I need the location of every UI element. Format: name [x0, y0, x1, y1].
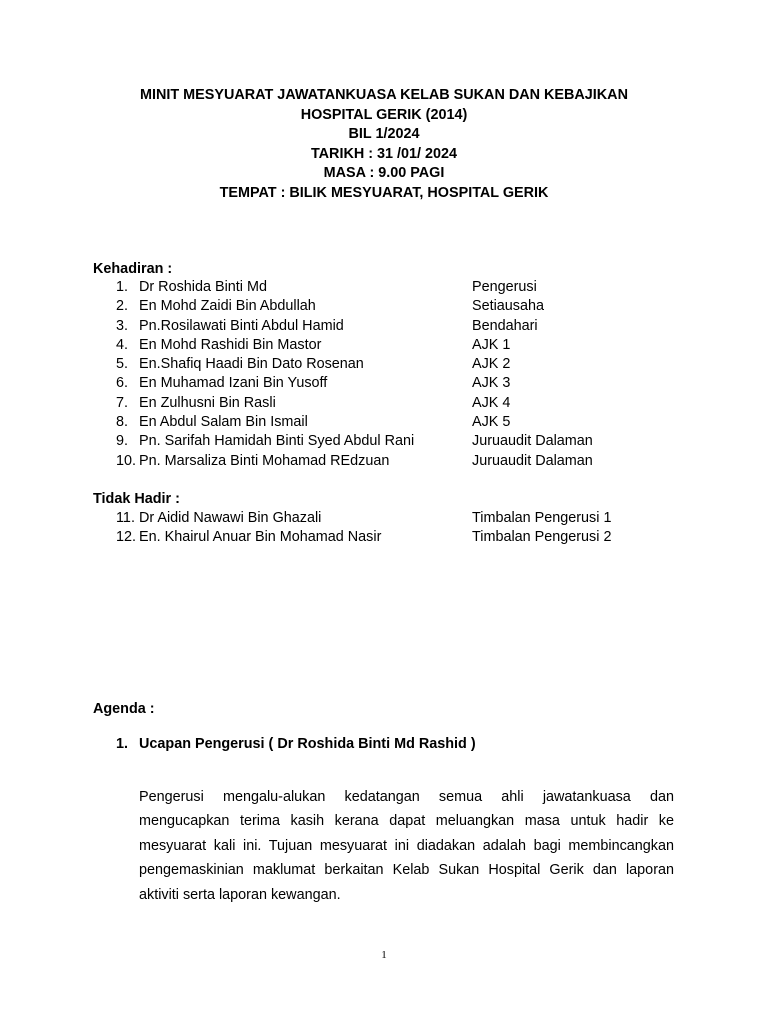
member-role: AJK 2 — [472, 356, 511, 373]
member-name: Dr Aidid Nawawi Bin Ghazali — [139, 510, 322, 526]
attendance-row — [0, 374, 768, 393]
member-name: Pn. Sarifah Hamidah Binti Syed Abdul Rani — [139, 433, 415, 450]
header-organization: HOSPITAL GERIK (2014) — [300, 106, 468, 123]
header-time: MASA : 9.00 PAGI — [323, 165, 445, 182]
member-name: En Abdul Salam Bin Ismail — [139, 414, 308, 431]
member-role: Timbalan Pengerusi 1 — [472, 510, 612, 526]
row-number: 2. — [116, 298, 129, 315]
header-date: TARIKH : 31 /01/ 2024 — [310, 145, 458, 162]
row-number: 4. — [116, 336, 129, 353]
absent-label: Tidak Hadir : — [93, 491, 180, 507]
absent-row — [0, 528, 768, 547]
member-name: En Mohd Rashidi Bin Mastor — [139, 336, 322, 353]
minutes-header — [0, 86, 768, 204]
member-name: En. Khairul Anuar Bin Mohamad Nasir — [139, 529, 382, 546]
member-role: Juruaudit Dalaman — [472, 433, 593, 450]
member-role: Timbalan Pengerusi 2 — [472, 529, 612, 546]
attendance-row — [0, 432, 768, 451]
attendance-row — [0, 394, 768, 413]
agenda-item-title: Ucapan Pengerusi ( Dr Roshida Binti Md Rashid ) — [139, 736, 476, 752]
page-number: 1 — [381, 949, 387, 961]
agenda-label: Agenda : — [93, 701, 155, 717]
agenda-item-body: Pengerusi mengalu-alukan kedatangan semua ahli jawatankuasa dan mengucapkan terima kasih kerana dapat meluangkan masa untuk hadir ke mesyuarat kali ini. Tujuan mesyuarat ini diadakan adalah bagi membincangkan pengemaskinian maklumat berkaitan Kelab Sukan Hospital Gerik dan laporan aktiviti serta laporan kewangan. — [139, 789, 674, 903]
member-role: AJK 5 — [472, 414, 511, 431]
row-number: 1. — [116, 279, 129, 295]
attendance-row — [0, 278, 768, 297]
attendance-list — [0, 278, 768, 471]
header-meeting-number: BIL 1/2024 — [348, 126, 420, 143]
row-number: 10. — [116, 452, 137, 469]
member-role: Bendahari — [472, 317, 538, 334]
member-role: AJK 1 — [472, 336, 511, 353]
attendance-row — [0, 413, 768, 432]
member-name: En Mohd Zaidi Bin Abdullah — [139, 298, 316, 315]
member-role: AJK 4 — [472, 394, 511, 411]
member-name: En Zulhusni Bin Rasli — [139, 394, 276, 411]
member-role: Juruaudit Dalaman — [472, 452, 593, 469]
row-number: 8. — [116, 414, 129, 431]
row-number: 12. — [116, 529, 137, 546]
row-number: 3. — [116, 317, 129, 334]
attendance-row — [0, 336, 768, 355]
member-name: En Muhamad Izani Bin Yusoff — [139, 375, 328, 392]
attendance-row — [0, 452, 768, 471]
row-number: 5. — [116, 356, 129, 373]
member-name: En.Shafiq Haadi Bin Dato Rosenan — [139, 356, 364, 373]
member-role: Pengerusi — [472, 279, 537, 295]
attendance-row — [0, 355, 768, 374]
row-number: 7. — [116, 394, 129, 411]
member-role: Setiausaha — [472, 298, 545, 315]
member-role: AJK 3 — [472, 375, 511, 392]
member-name: Dr Roshida Binti Md — [139, 279, 267, 295]
member-name: Pn. Marsaliza Binti Mohamad REdzuan — [139, 452, 390, 469]
attendance-label: Kehadiran : — [93, 261, 173, 277]
row-number: 11. — [116, 510, 135, 526]
row-number: 6. — [116, 375, 129, 392]
agenda-item-number: 1. — [116, 736, 129, 752]
member-name: Pn.Rosilawati Binti Abdul Hamid — [139, 317, 344, 334]
header-venue: TEMPAT : BILIK MESYUARAT, HOSPITAL GERIK — [219, 184, 549, 201]
attendance-row — [0, 317, 768, 336]
absent-list — [0, 509, 768, 548]
attendance-row — [0, 297, 768, 316]
row-number: 9. — [116, 433, 129, 450]
absent-row — [0, 509, 768, 528]
header-title: MINIT MESYUARAT JAWATANKUASA KELAB SUKAN DAN KEBAJIKAN — [140, 87, 628, 103]
